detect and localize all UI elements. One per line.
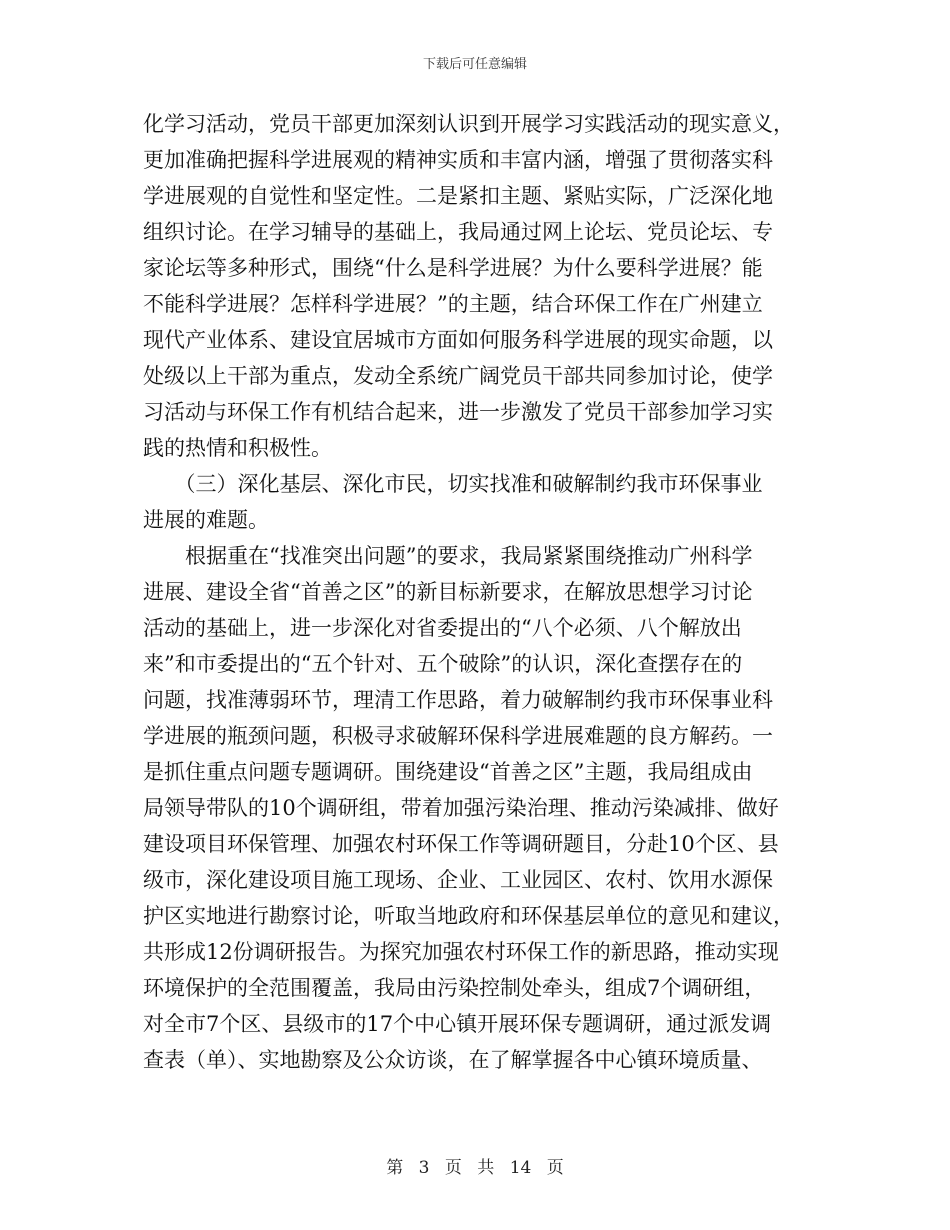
text-line: 现代产业体系、建设宜居城市方面如何服务科学进展的现实命题，以 <box>143 328 773 352</box>
current-page-number: 3 <box>418 1158 430 1178</box>
text-line: 处级以上干部为重点，发动全系统广阔党员干部共同参加讨论，使学 <box>143 364 773 388</box>
text-line: 践的热情和积极性。 <box>143 436 332 460</box>
total-pages-number: 14 <box>509 1158 532 1178</box>
text-line: 根据重在“找准突出问题”的要求，我局紧紧围绕推动广州科学 <box>143 544 753 568</box>
text-line: 进展、建设全省“首善之区”的新目标新要求，在解放思想学习讨论 <box>143 580 753 604</box>
text-line: 问题，找准薄弱环节，理清工作思路，着力破解制约我市环保事业科 <box>143 688 773 712</box>
text-line: 局领导带队的10个调研组，带着加强污染治理、推动污染减排、做好 <box>143 796 779 820</box>
text-line: 更加准确把握科学进展观的精神实质和丰富内涵，增强了贯彻落实科 <box>143 148 773 172</box>
section-heading: 进展的难题。 <box>143 508 269 532</box>
page-footer <box>0 1153 950 1178</box>
text-line: 对全市7个区、县级市的17个中心镇开展环保专题调研，通过派发调 <box>143 1012 772 1036</box>
text-line: 组织讨论。在学习辅导的基础上，我局通过网上论坛、党员论坛、专 <box>143 220 773 244</box>
text-line: 家论坛等多种形式，围绕“什么是科学进展？为什么要科学进展？能 <box>143 256 763 280</box>
text-line: 习活动与环保工作有机结合起来，进一步激发了党员干部参加学习实 <box>143 400 773 424</box>
page-unit: 页 <box>444 1158 462 1178</box>
text-line: 护区实地进行勘察讨论，听取当地政府和环保基层单位的意见和建议， <box>143 904 794 928</box>
text-line: 级市，深化建设项目施工现场、企业、工业园区、农村、饮用水源保 <box>143 868 773 892</box>
text-line: 学进展观的自觉性和坚定性。二是紧扣主题、紧贴实际，广泛深化地 <box>143 184 773 208</box>
total-unit: 页 <box>546 1158 564 1178</box>
document-body <box>143 106 803 1078</box>
text-line: 来”和市委提出的“五个针对、五个破除”的认识，深化查摆存在的 <box>143 652 743 676</box>
text-line: 化学习活动，党员干部更加深刻认识到开展学习实践活动的现实意义， <box>143 112 794 136</box>
section-heading: （三）深化基层、深化市民，切实找准和破解制约我市环保事业 <box>143 472 763 496</box>
text-line: 建设项目环保管理、加强农村环保工作等调研题目，分赴10个区、县 <box>143 832 779 856</box>
page-label: 第 <box>386 1158 404 1178</box>
text-line: 不能科学进展？怎样科学进展？”的主题，结合环保工作在广州建立 <box>143 292 763 316</box>
text-line: 学进展的瓶颈问题，积极寻求破解环保科学进展难题的良方解药。一 <box>143 724 773 748</box>
text-line: 是抓住重点问题专题调研。围绕建设“首善之区”主题，我局组成由 <box>143 760 753 784</box>
text-line: 共形成12份调研报告。为探究加强农村环保工作的新思路，推动实现 <box>143 940 779 964</box>
text-line: 活动的基础上，进一步深化对省委提出的“八个必须、八个解放出 <box>143 616 742 640</box>
page-header: 下载后可任意编辑 <box>422 57 527 72</box>
text-line: 查表（单）、实地勘察及公众访谈，在了解掌握各中心镇环境质量、 <box>143 1048 763 1072</box>
total-label: 共 <box>477 1158 495 1178</box>
text-line: 环境保护的全范围覆盖，我局由污染控制处牵头，组成7个调研组， <box>143 976 766 1000</box>
